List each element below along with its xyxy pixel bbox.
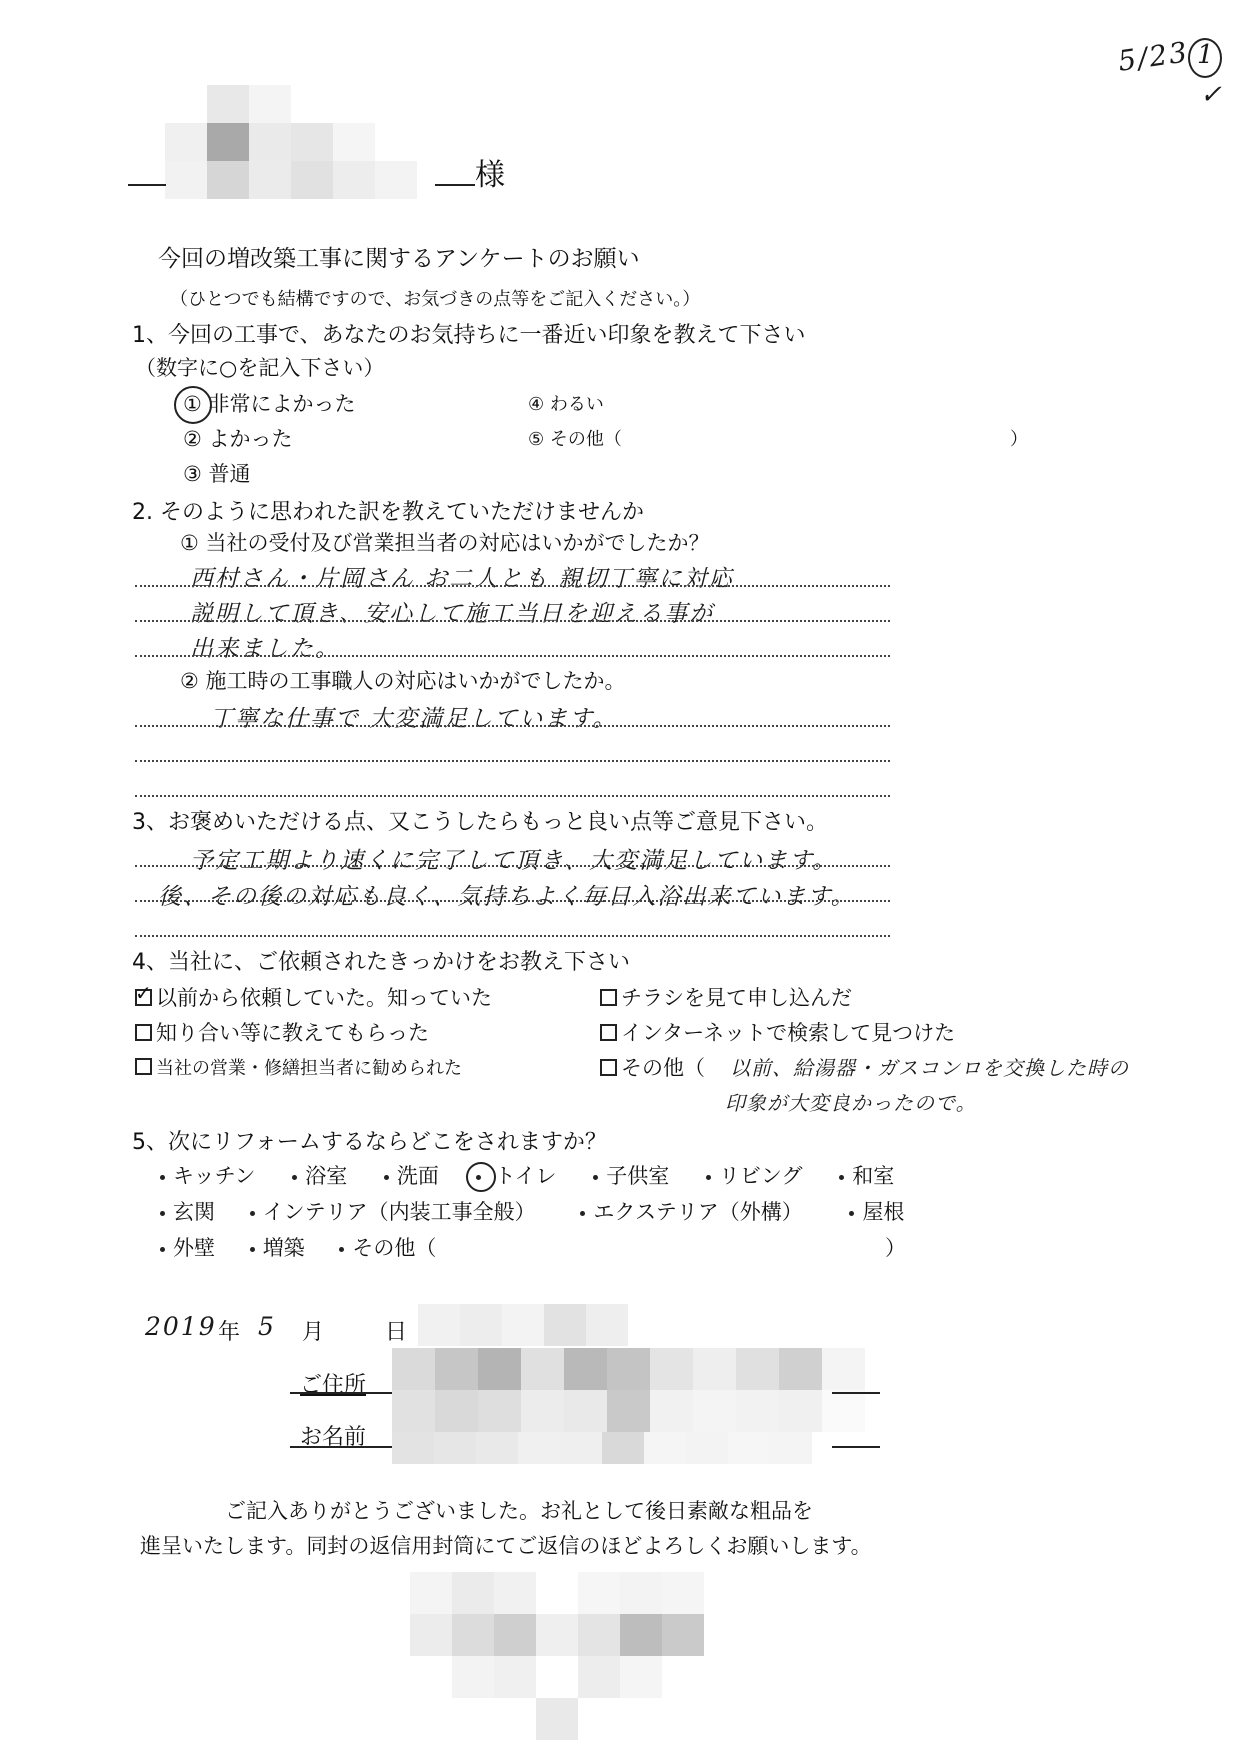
q4-checkbox-other[interactable]: [600, 1059, 617, 1076]
recipient-underline-left: [128, 184, 166, 186]
q2-dotline-3: [135, 655, 890, 657]
q5-option-japanese-room[interactable]: 和室: [839, 1164, 894, 1188]
q2-dotline-6: [135, 795, 890, 797]
q2-dotline-4: [135, 725, 890, 727]
address-underline-right: [832, 1392, 880, 1394]
q1-option-5-close: ）: [1010, 429, 1028, 450]
q5-option-living[interactable]: リビング: [706, 1164, 803, 1188]
name-label: お名前: [300, 1425, 367, 1450]
q5-option-other[interactable]: その他（: [339, 1236, 436, 1260]
date-day-unit: 日: [385, 1320, 408, 1345]
q5-option-outer-wall[interactable]: 外壁: [160, 1236, 215, 1260]
q2-answer1-line3[interactable]: 出来ました。: [190, 636, 340, 662]
q4-checkbox-internet[interactable]: [600, 1024, 617, 1041]
q2-answer1-line1[interactable]: 西村さん・片岡さん お二人とも 親切丁寧に対応: [190, 566, 734, 592]
q4-other-answer-line1[interactable]: 以前、給湯器・ガスコンロを交換した時の: [730, 1056, 1129, 1080]
q5-option-bath[interactable]: 浴室: [292, 1164, 347, 1188]
q4-option-sales[interactable]: 当社の営業・修繕担当者に勧められた: [135, 1054, 462, 1080]
q4-option-previous[interactable]: ✓ 以前から依頼していた。知っていた: [135, 981, 492, 1010]
redacted-date-day: [418, 1304, 628, 1346]
q2-dotline-1: [135, 585, 890, 587]
q5-option-extension[interactable]: 増築: [250, 1236, 305, 1260]
q5-option-washroom[interactable]: 洗面: [384, 1164, 439, 1188]
q4-checkbox-previous[interactable]: ✓: [135, 981, 152, 1005]
q3-dotline-1: [135, 865, 890, 867]
corner-date-note: 5/23: [1116, 35, 1191, 78]
q4-checkbox-acquaintance[interactable]: [135, 1024, 152, 1041]
date-month-unit: 月: [302, 1320, 325, 1345]
address-label: ご住所: [300, 1373, 367, 1398]
q3-label: 3、お褒めいただける点、又こうしたらもっと良い点等ご意見下さい。: [132, 810, 828, 835]
address-underline-left: [290, 1392, 392, 1394]
q5-option-entrance[interactable]: 玄関: [160, 1200, 215, 1224]
q5-label: 5、次にリフォームするならどこをされますか？: [132, 1130, 607, 1155]
corner-check-mark: ✓: [1200, 80, 1224, 110]
date-month-value[interactable]: 5: [258, 1312, 276, 1341]
q3-dotline-3: [135, 935, 890, 937]
q5-selected-circle: [466, 1162, 496, 1192]
q5-option-exterior[interactable]: エクステリア（外構）: [580, 1200, 802, 1224]
q1-instruction: （数字に○を記入下さい）: [135, 356, 385, 380]
survey-heading: 今回の増改築工事に関するアンケートのお願い: [158, 246, 640, 272]
q2-answer1-line2[interactable]: 説明して頂き、安心して施工当日を迎える事が: [190, 601, 715, 627]
q5-option-kids-room[interactable]: 子供室: [593, 1164, 669, 1188]
redacted-address[interactable]: [392, 1348, 865, 1432]
q4-label: 4、当社に、ご依頼されたきっかけをお教え下さい: [132, 950, 630, 975]
q2-label: 2. そのように思われた訳を教えていただけませんか: [132, 500, 644, 525]
footer-line-1: ご記入ありがとうございました。お礼として後日素敵な粗品を: [225, 1499, 813, 1523]
q5-option-kitchen[interactable]: キッチン: [160, 1164, 256, 1188]
footer-line-2: 進呈いたします。同封の返信用封筒にてご返信のほどよろしくお願いします。: [140, 1534, 872, 1558]
q5-row2: [160, 1196, 904, 1226]
q1-option-5[interactable]: ⑤ その他（: [528, 429, 622, 450]
survey-subheading: （ひとつでも結構ですので、お気づきの点等をご記入ください。）: [170, 289, 701, 310]
redacted-name[interactable]: [392, 1432, 812, 1464]
name-underline-left: [290, 1446, 392, 1448]
q4-checkbox-sales[interactable]: [135, 1058, 152, 1075]
redacted-company-stamp: [410, 1572, 746, 1740]
q3-dotline-2: [135, 900, 890, 902]
q4-other-answer-line2[interactable]: 印象が大変良かったので。: [725, 1091, 977, 1115]
q1-option-4[interactable]: ④ わるい: [528, 394, 604, 415]
date-year-unit: 年: [218, 1320, 241, 1345]
q2-dotline-2: [135, 620, 890, 622]
q1-option-3[interactable]: ③ 普通: [183, 462, 251, 486]
q1-option-2[interactable]: ② よかった: [183, 427, 293, 451]
date-year-value[interactable]: 2019: [145, 1312, 217, 1341]
redacted-recipient-name: [165, 85, 417, 199]
name-underline-right: [832, 1446, 880, 1448]
q5-option-interior[interactable]: インテリア（内装工事全般）: [250, 1200, 536, 1224]
honorific-sama: 様: [475, 158, 505, 193]
q5-row3: [160, 1232, 436, 1262]
q1-option-1[interactable]: ① 非常によかった: [183, 392, 356, 416]
q5-option-toilet[interactable]: トイレ: [470, 1164, 557, 1188]
recipient-underline-right: [435, 184, 475, 186]
q4-option-internet[interactable]: インターネットで検索して見つけた: [600, 1017, 955, 1047]
q3-answer-line1[interactable]: 予定工期より速くに完了して頂き、大変満足しています。: [190, 848, 838, 874]
q5-other-close: ）: [885, 1236, 906, 1260]
q2-answer2-line1[interactable]: 丁寧な仕事で 大変満足しています。: [210, 706, 618, 732]
q5-option-roof[interactable]: 屋根: [849, 1200, 904, 1224]
q4-checkbox-flyer[interactable]: [600, 989, 617, 1006]
q4-option-other[interactable]: その他（: [600, 1052, 705, 1082]
q5-row1: [160, 1160, 894, 1190]
q2-sub1: ① 当社の受付及び営業担当者の対応はいかがでしたか？: [180, 531, 710, 555]
q3-answer-line2[interactable]: 後、その後の対応も良く、気持ちよく毎日入浴出来ています。: [158, 884, 856, 910]
q2-dotline-5: [135, 760, 890, 762]
q1-label: 1、今回の工事で、あなたのお気持ちに一番近い印象を教えて下さい: [132, 323, 806, 348]
q2-sub2: ② 施工時の工事職人の対応はいかがでしたか。: [180, 669, 626, 693]
corner-number-note: 1: [1197, 40, 1216, 70]
q4-option-acquaintance[interactable]: 知り合い等に教えてもらった: [135, 1017, 429, 1047]
q4-option-flyer[interactable]: チラシを見て申し込んだ: [600, 982, 852, 1012]
